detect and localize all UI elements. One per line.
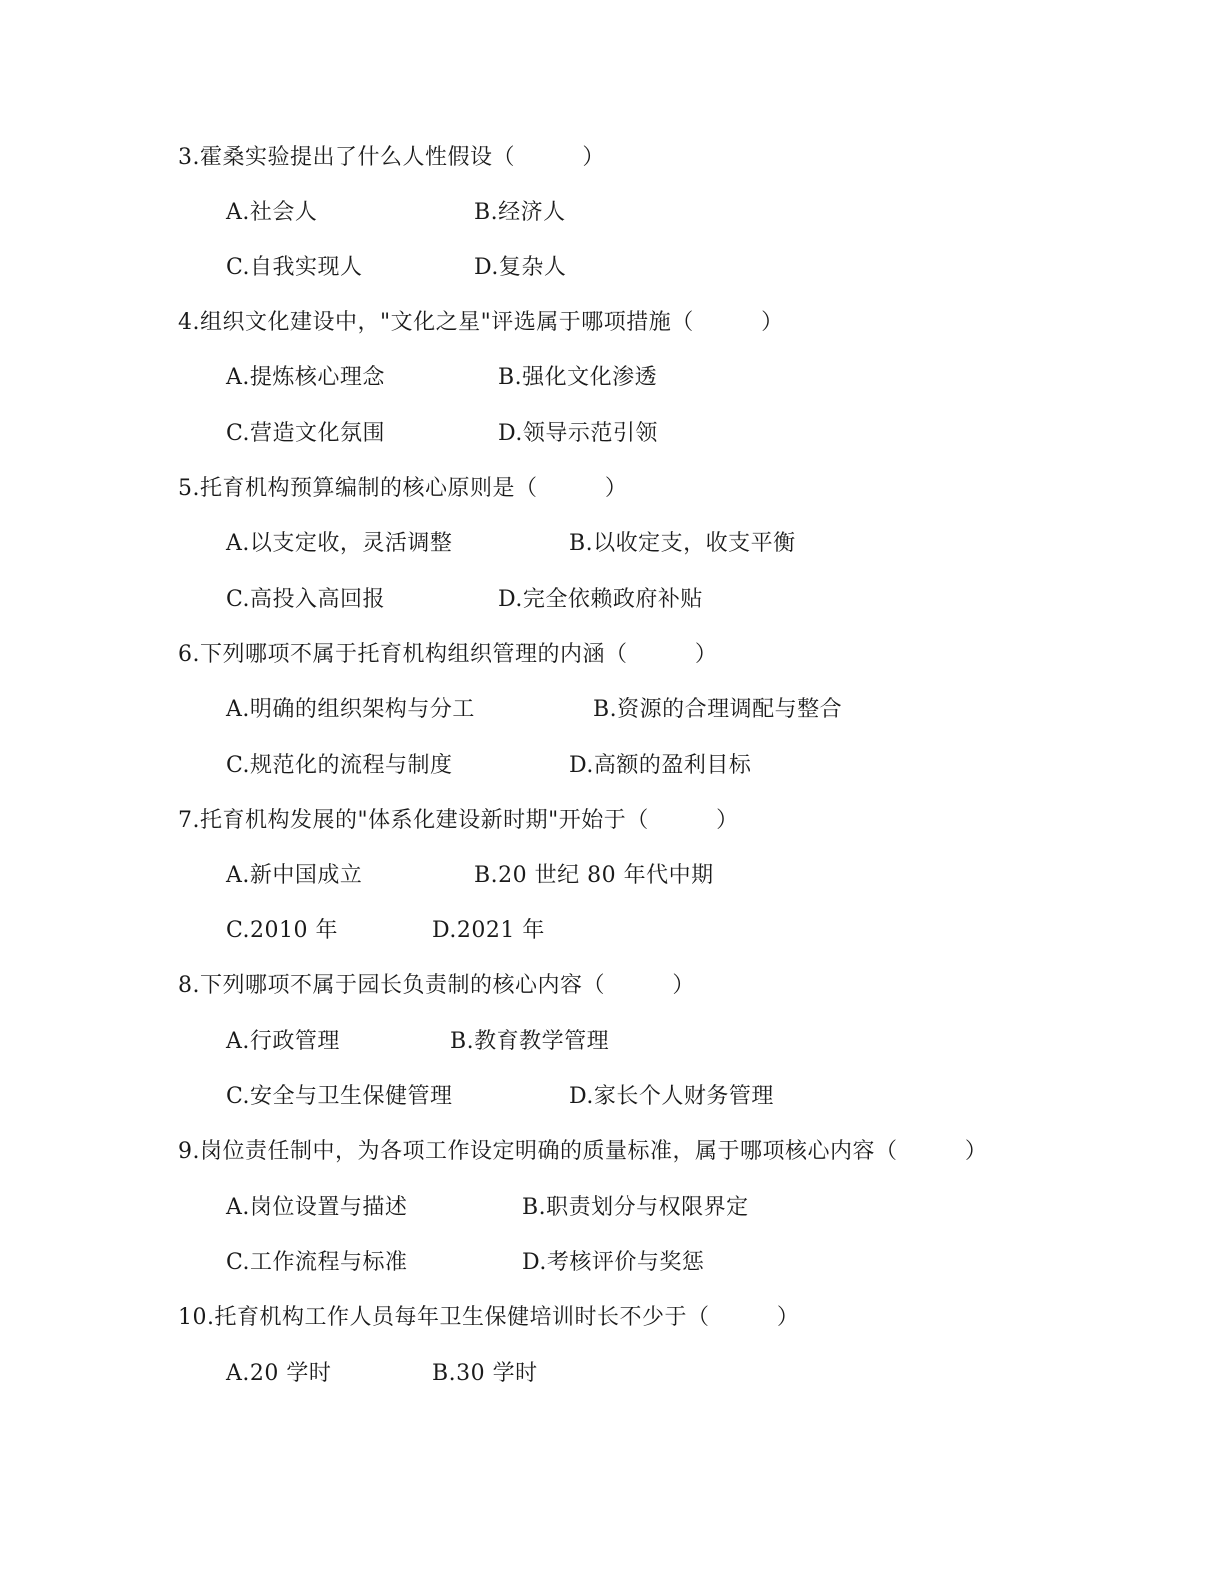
option-b: B.20 世纪 80 年代中期: [474, 863, 714, 888]
option-c: C.高投入高回报: [226, 587, 386, 612]
option-a: A.明确的组织架构与分工: [226, 697, 475, 722]
question-stem: 8.下列哪项不属于园长负责制的核心内容（ ）: [178, 973, 695, 998]
option-d: D.复杂人: [474, 255, 567, 280]
option-a: A.社会人: [226, 200, 318, 225]
option-b: B.资源的合理调配与整合: [593, 697, 843, 722]
option-a: A.20 学时: [226, 1361, 332, 1386]
option-a: A.行政管理: [226, 1029, 340, 1054]
option-b: B.强化文化渗透: [498, 365, 658, 390]
question-stem: 9.岗位责任制中，为各项工作设定明确的质量标准，属于哪项核心内容（ ）: [178, 1139, 988, 1164]
option-c: C.2010 年: [226, 918, 339, 943]
option-a: A.提炼核心理念: [226, 365, 385, 390]
option-a: A.以支定收，灵活调整: [226, 531, 453, 556]
option-d: D.高额的盈利目标: [569, 753, 752, 778]
option-d: D.完全依赖政府补贴: [498, 587, 703, 612]
option-d: D.领导示范引领: [498, 421, 658, 446]
option-d: D.2021 年: [432, 918, 545, 943]
option-c: C.安全与卫生保健管理: [226, 1084, 453, 1109]
question-stem: 10.托育机构工作人员每年卫生保健培训时长不少于（ ）: [178, 1305, 800, 1330]
option-c: C.规范化的流程与制度: [226, 753, 453, 778]
option-b: B.教育教学管理: [450, 1029, 610, 1054]
question-stem: 3.霍桑实验提出了什么人性假设（ ）: [178, 145, 605, 170]
option-a: A.新中国成立: [226, 863, 363, 888]
question-stem: 4.组织文化建设中，"文化之星"评选属于哪项措施（ ）: [178, 310, 784, 335]
option-b: B.30 学时: [432, 1361, 538, 1386]
option-b: B.职责划分与权限界定: [522, 1195, 749, 1220]
question-stem: 6.下列哪项不属于托育机构组织管理的内涵（ ）: [178, 642, 718, 667]
option-d: D.家长个人财务管理: [569, 1084, 774, 1109]
option-c: C.营造文化氛围: [226, 421, 386, 446]
option-d: D.考核评价与奖惩: [522, 1250, 705, 1275]
question-stem: 5.托育机构预算编制的核心原则是（ ）: [178, 476, 628, 501]
option-c: C.自我实现人: [226, 255, 363, 280]
option-c: C.工作流程与标准: [226, 1250, 408, 1275]
question-stem: 7.托育机构发展的"体系化建设新时期"开始于（ ）: [178, 808, 739, 833]
option-a: A.岗位设置与描述: [226, 1195, 408, 1220]
option-b: B.以收定支，收支平衡: [569, 531, 796, 556]
option-b: B.经济人: [474, 200, 566, 225]
